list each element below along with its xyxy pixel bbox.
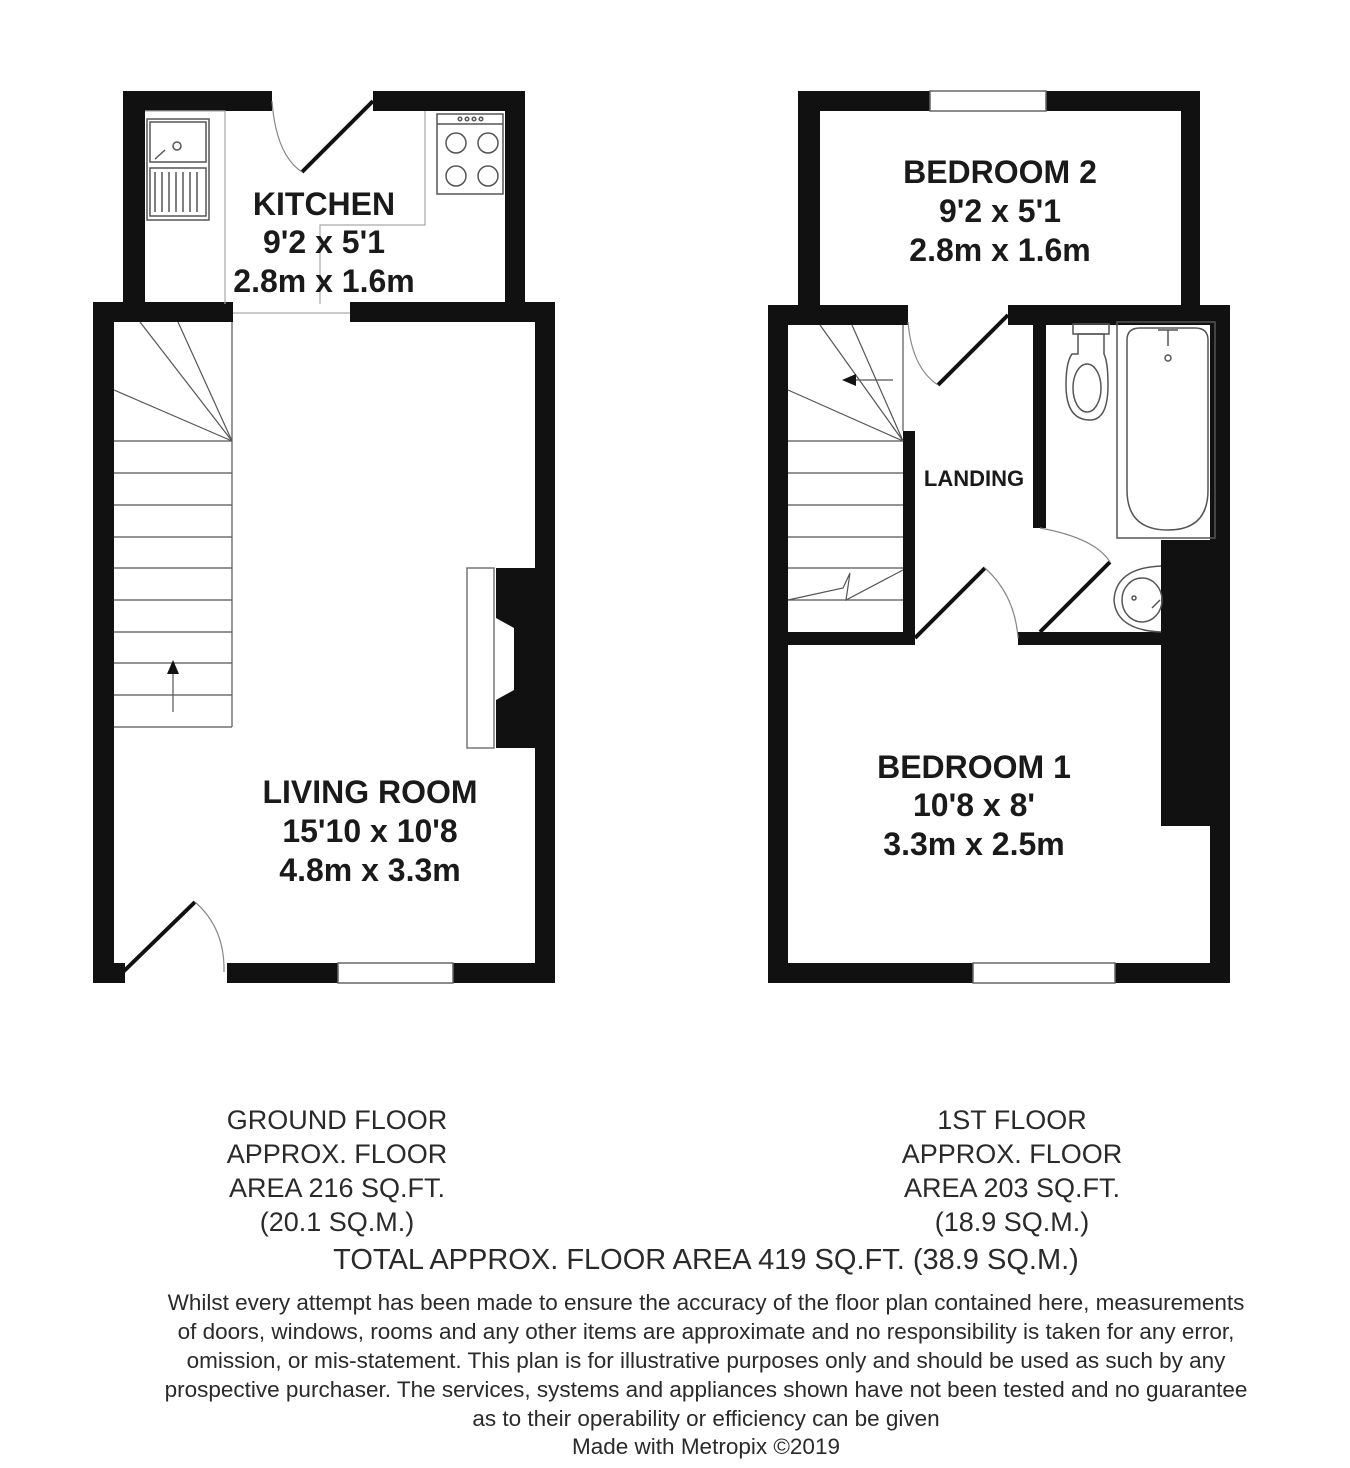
landing-name: LANDING (923, 466, 1025, 491)
first-floor-caption-line: AREA 203 SQ.FT. (903, 1173, 1121, 1203)
first-floor-caption-line: 1ST FLOOR (937, 1105, 1087, 1135)
front-door (123, 902, 224, 972)
ground-floor-caption-line: (20.1 SQ.M.) (259, 1207, 415, 1237)
disclaimer-line: omission, or mis-statement. This plan is for illustrative purposes only and should be used as such by any (186, 1348, 1226, 1373)
bathtub (1117, 322, 1215, 538)
bedroom-1-imperial: 10'8 x 8' (913, 787, 1035, 823)
living-room-metric: 4.8m x 3.3m (279, 852, 461, 888)
ground-floor-staircase (114, 322, 232, 727)
toilet (1066, 324, 1109, 420)
bedroom-1-window (973, 963, 1115, 983)
bedroom-1-door (915, 568, 1018, 638)
kitchen-sink (147, 119, 209, 220)
first-floor-caption-line: APPROX. FLOOR (901, 1139, 1123, 1169)
total-floor-area: TOTAL APPROX. FLOOR AREA 419 SQ.FT. (38.9 SQ.M.) (333, 1244, 1079, 1276)
kitchen-metric: 2.8m x 1.6m (233, 263, 415, 299)
disclaimer-line: Whilst every attempt has been made to ensure the accuracy of the floor plan contained here, measurements (167, 1290, 1245, 1315)
first-floor-staircase (788, 325, 903, 600)
kitchen-name: KITCHEN (252, 186, 396, 222)
bedroom-1-name: BEDROOM 1 (877, 749, 1071, 785)
disclaimer (0, 1288, 1350, 1433)
kitchen-cooker (437, 114, 503, 194)
bedroom-2-imperial: 9'2 x 5'1 (939, 193, 1061, 229)
ground-floor-caption-line: AREA 216 SQ.FT. (228, 1173, 446, 1203)
living-room-window (338, 963, 453, 983)
first-floor-caption (862, 1103, 1162, 1239)
disclaimer-line: as to their operability or efficiency can be given (472, 1406, 940, 1431)
kitchen-back-door (272, 101, 373, 172)
ground-floor-caption-line: GROUND FLOOR (226, 1105, 448, 1135)
bedroom-2-window (930, 91, 1046, 111)
first-floor-plan (768, 91, 1230, 983)
disclaimer-line: prospective purchaser. The services, systems and appliances shown have not been tested and no guarantee (164, 1377, 1248, 1402)
bedroom-2-door (908, 315, 1008, 385)
living-room-name: LIVING ROOM (262, 774, 478, 810)
first-floor-caption-line: (18.9 SQ.M.) (934, 1207, 1090, 1237)
bedroom-2-metric: 2.8m x 1.6m (909, 232, 1091, 268)
ground-floor-caption-line: APPROX. FLOOR (226, 1139, 448, 1169)
ground-floor-caption (187, 1103, 487, 1239)
bedroom-1-metric: 3.3m x 2.5m (883, 826, 1065, 862)
bedroom-2-name: BEDROOM 2 (903, 154, 1097, 190)
kitchen-imperial: 9'2 x 5'1 (263, 224, 385, 260)
ground-floor-plan (93, 91, 555, 983)
disclaimer-line: of doors, windows, rooms and any other items are approximate and no responsibility is taken for any error, (177, 1319, 1235, 1344)
credit-line: Made with Metropix ©2019 (572, 1434, 840, 1459)
bathroom-door (1040, 528, 1110, 632)
wash-basin (1114, 566, 1162, 632)
living-room-imperial: 15'10 x 10'8 (282, 813, 458, 849)
